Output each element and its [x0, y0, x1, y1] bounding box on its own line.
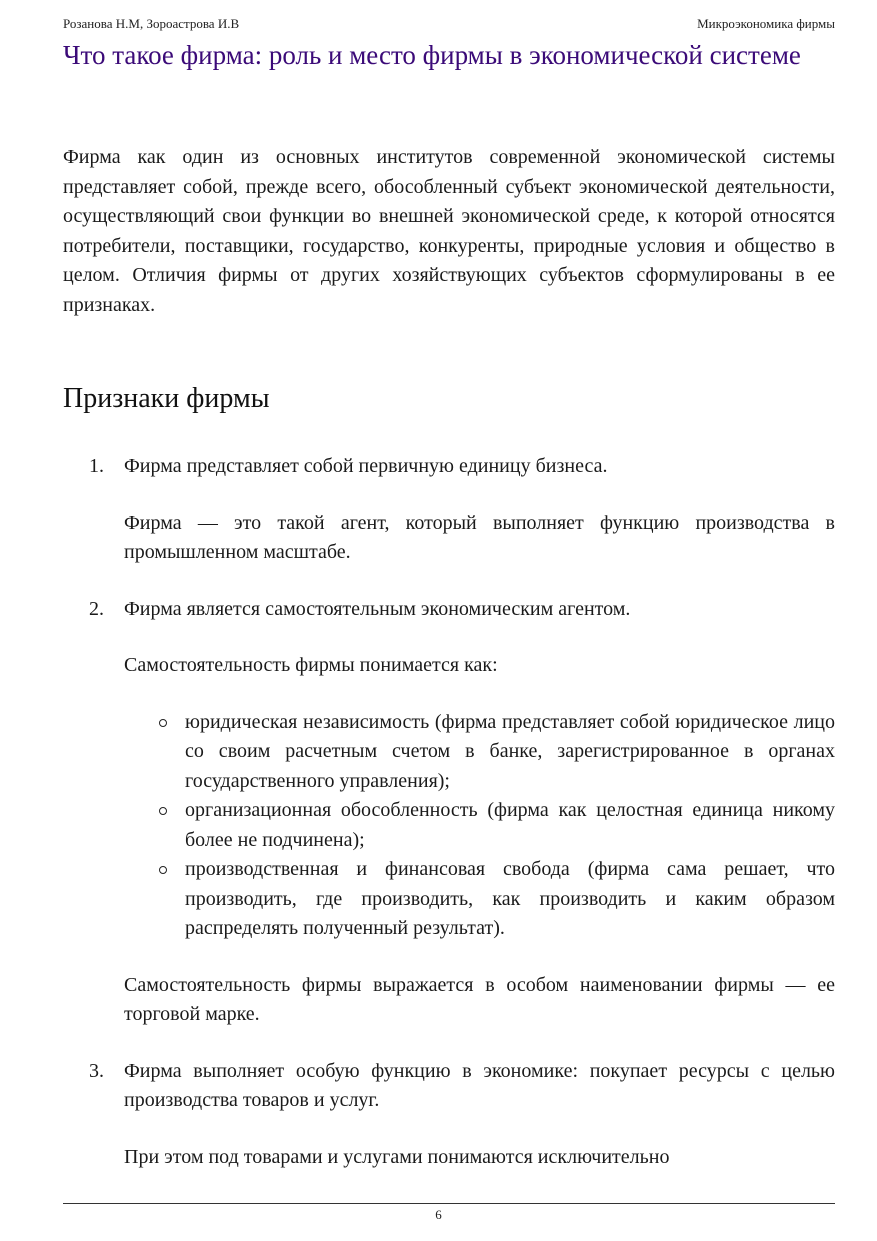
item-main-text: Фирма является самостоятельным экономическим агентом.	[124, 597, 631, 620]
item-detail-text: Самостоятельность фирмы понимается как:	[124, 654, 498, 676]
intro-paragraph: Фирма как один из основных институтов современной экономической системы представляет собой, прежде всего, обособленный субъект экономической деятельности, осуществляющий свои функции во внешней экономической среде, к которой относятся потребители, поставщики, государство, конкуренты, природные условия и общество в целом. Отличия фирмы от других хозяйствующих субъектов сформулированы в ее признаках.	[63, 146, 835, 316]
item-main-text: Фирма представляет собой первичную единицу бизнеса.	[124, 455, 608, 477]
page-title: Что такое фирма: роль и место фирмы в экономической системе	[63, 40, 801, 70]
item-after-text: Самостоятельность фирмы выражается в особом наименовании фирмы — ее торговой марке.	[124, 973, 835, 1025]
bullet-item	[63, 855, 835, 944]
bullet-icon	[159, 807, 167, 815]
footer-divider	[63, 1203, 835, 1204]
list-item	[63, 595, 835, 1030]
bullet-item	[63, 796, 835, 855]
item-number: 1.	[89, 455, 104, 477]
features-list	[63, 452, 835, 1172]
list-item	[63, 1057, 835, 1173]
header-course: Микроэкономика фирмы	[697, 16, 835, 31]
bullet-icon	[159, 719, 167, 727]
item-detail-text: При этом под товарами и услугами понимаются исключительно	[124, 1145, 670, 1168]
item-number: 2.	[89, 597, 104, 620]
page-number: 6	[435, 1207, 442, 1222]
page-header	[63, 16, 835, 36]
item-detail-text: Фирма — это такой агент, который выполняет функцию производства в промышленном масштабе.	[124, 511, 835, 563]
section-heading: Признаки фирмы	[63, 383, 270, 414]
sub-bullet-list	[63, 708, 835, 944]
list-item	[63, 452, 835, 568]
bullet-item	[63, 708, 835, 797]
bullet-text: производственная и финансовая свобода (фирма сама решает, что производить, где производить, как производить и каким образом распределять полученный результат).	[185, 858, 835, 939]
bullet-icon	[159, 866, 167, 874]
header-authors: Розанова Н.М, Зороастрова И.В	[63, 16, 240, 31]
item-main-text: Фирма выполняет особую функцию в экономике: покупает ресурсы с целью производства товаров и услуг.	[124, 1059, 835, 1111]
bullet-text: юридическая независимость (фирма представляет собой юридическое лицо со своим расчетным счетом в банке, зарегистрированное в органах государственного управления);	[185, 710, 835, 792]
bullet-text: организационная обособленность (фирма как целостная единица никому более не подчинена);	[185, 799, 835, 851]
item-number: 3.	[89, 1059, 104, 1082]
